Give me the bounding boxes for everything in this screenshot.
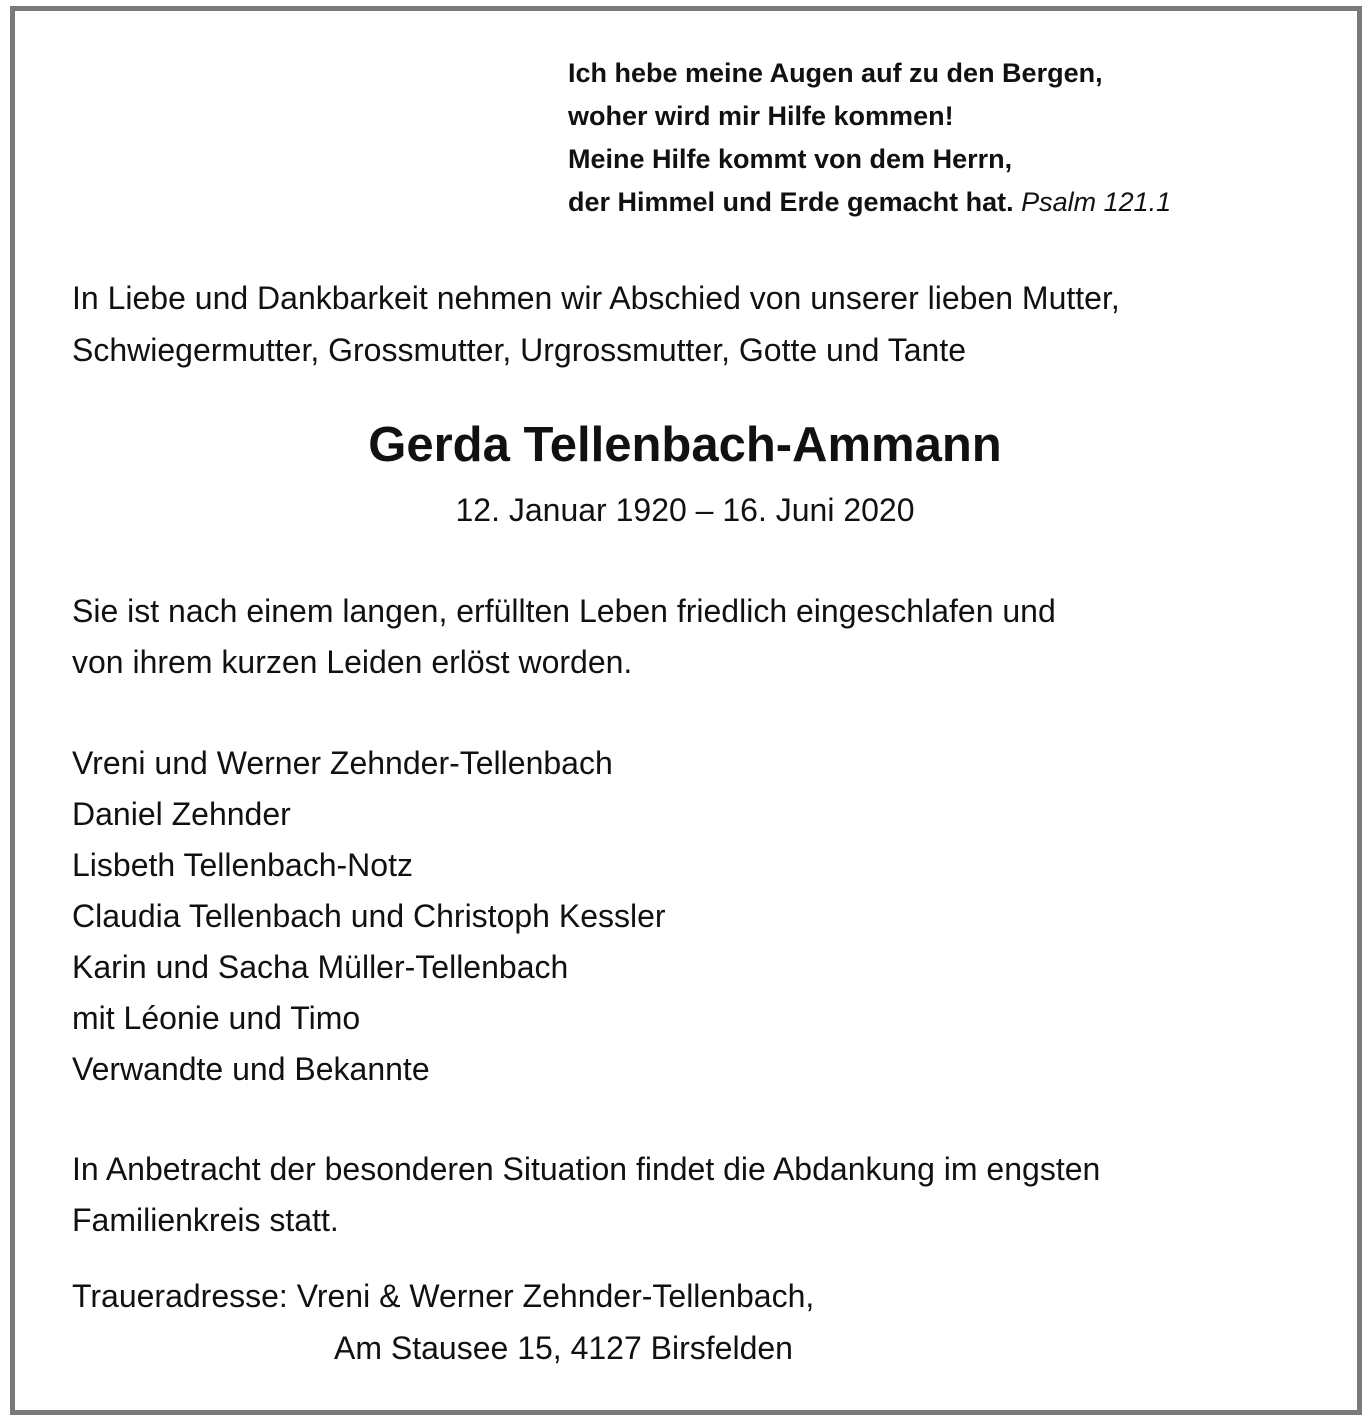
address-line-1: Vreni & Werner Zehnder-Tellenbach, bbox=[296, 1278, 815, 1314]
verse-last-line bbox=[568, 181, 1171, 224]
family-member: mit Léonie und Timo bbox=[72, 1000, 361, 1036]
life-dates: 12. Januar 1920 – 16. Juni 2020 bbox=[455, 492, 915, 528]
family-member: Claudia Tellenbach und Christoph Kessler bbox=[72, 898, 666, 934]
deceased-name: Gerda Tellenbach-Ammann bbox=[368, 418, 1002, 472]
intro-line: Schwiegermutter, Grossmutter, Urgrossmutter, Gotte und Tante bbox=[72, 332, 967, 368]
family-member: Daniel Zehnder bbox=[72, 796, 291, 832]
intro-line: In Liebe und Dankbarkeit nehmen wir Abschied von unserer lieben Mutter, bbox=[72, 280, 1120, 316]
message-text bbox=[72, 586, 1056, 688]
address-row bbox=[72, 1270, 814, 1322]
family-member: Karin und Sacha Müller-Tellenbach bbox=[72, 949, 569, 985]
verse-line: der Himmel und Erde gemacht hat. bbox=[568, 187, 1014, 217]
notice-line: In Anbetracht der besonderen Situation findet die Abdankung im engsten bbox=[72, 1151, 1101, 1187]
address-label: Traueradresse: bbox=[72, 1278, 288, 1314]
family-list bbox=[72, 738, 666, 1095]
verse-line: woher wird mir Hilfe kommen! bbox=[568, 101, 954, 131]
intro-text bbox=[72, 272, 1120, 376]
family-member: Vreni und Werner Zehnder-Tellenbach bbox=[72, 745, 613, 781]
family-member: Lisbeth Tellenbach-Notz bbox=[72, 847, 413, 883]
bible-verse bbox=[568, 52, 1171, 224]
family-member: Verwandte und Bekannte bbox=[72, 1051, 430, 1087]
ceremony-notice bbox=[72, 1144, 1100, 1246]
notice-line: Familienkreis statt. bbox=[72, 1202, 339, 1238]
message-line: von ihrem kurzen Leiden erlöst worden. bbox=[72, 644, 633, 680]
mourning-address bbox=[72, 1270, 814, 1374]
verse-reference: Psalm 121.1 bbox=[1021, 187, 1172, 217]
verse-line: Meine Hilfe kommt von dem Herrn, bbox=[568, 144, 1013, 174]
address-line-2: Am Stausee 15, 4127 Birsfelden bbox=[334, 1330, 793, 1366]
verse-line: Ich hebe meine Augen auf zu den Bergen, bbox=[568, 58, 1103, 88]
message-line: Sie ist nach einem langen, erfüllten Leben friedlich eingeschlafen und bbox=[72, 593, 1056, 629]
